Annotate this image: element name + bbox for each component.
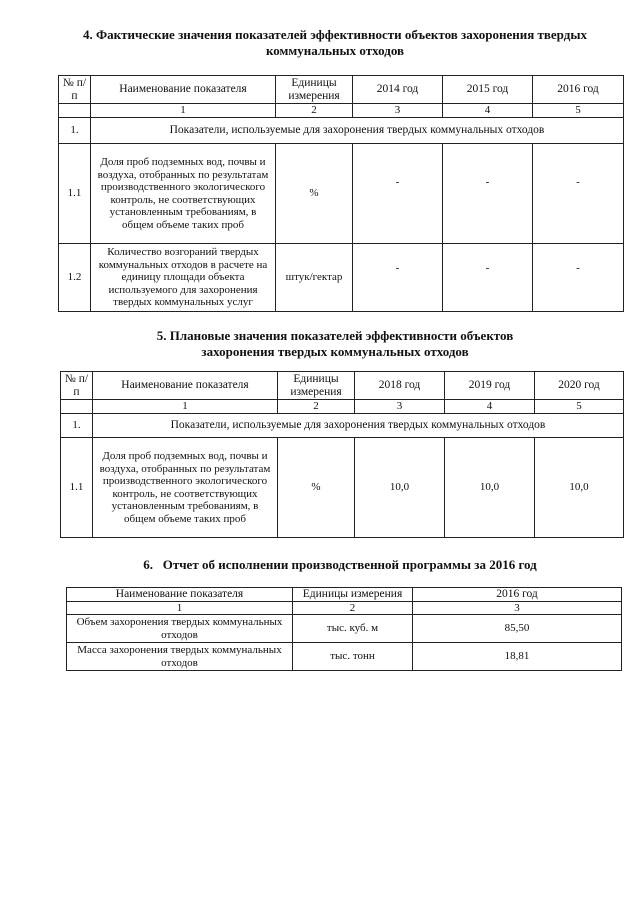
section5-title-line1: 5. Плановые значения показателей эффективности объектов bbox=[156, 328, 514, 343]
col-number: 5 bbox=[535, 400, 624, 414]
header-year: 2016 год bbox=[413, 588, 622, 602]
row-name: Доля проб подземных вод, почвы и воздуха, отобранных по результатам производственного экологического контроль, не соответствующих установленным требованиям, в общем объеме таких проб bbox=[91, 144, 276, 244]
section4-group-row bbox=[59, 118, 624, 144]
row-value: 10,0 bbox=[445, 438, 535, 538]
section6-title: 6. Отчет об исполнении производственной программы за 2016 год bbox=[143, 557, 537, 572]
section4-title-line1: 4. Фактические значения показателей эффективности объектов захоронения твердых bbox=[83, 27, 587, 42]
section4-header-row bbox=[59, 76, 624, 104]
header-year: 2018 год bbox=[355, 372, 445, 400]
table-row bbox=[59, 244, 624, 312]
header-unit: Единицы измерения bbox=[278, 372, 355, 400]
section6-header-row bbox=[67, 588, 622, 602]
row-value: 10,0 bbox=[535, 438, 624, 538]
row-value: - bbox=[443, 144, 533, 244]
row-unit: штук/гектар bbox=[276, 244, 353, 312]
header-year: 2019 год bbox=[445, 372, 535, 400]
row-value: - bbox=[533, 144, 624, 244]
header-unit: Единицы измерения bbox=[276, 76, 353, 104]
row-name: Объем захоронения твердых коммунальных отходов bbox=[67, 615, 293, 643]
row-value: 10,0 bbox=[355, 438, 445, 538]
section4-colnum-row bbox=[59, 104, 624, 118]
table-row bbox=[67, 615, 622, 643]
col-number: 1 bbox=[93, 400, 278, 414]
section5-header-row bbox=[61, 372, 624, 400]
section5-title bbox=[90, 328, 580, 360]
header-year: 2020 год bbox=[535, 372, 624, 400]
header-name: Наименование показателя bbox=[67, 588, 293, 602]
section5-colnum-row bbox=[61, 400, 624, 414]
section4-title bbox=[60, 27, 610, 59]
row-value: 85,50 bbox=[413, 615, 622, 643]
row-num: 1.1 bbox=[61, 438, 93, 538]
group-label: Показатели, используемые для захоронения твердых коммунальных отходов bbox=[91, 118, 624, 144]
col-number: 2 bbox=[293, 601, 413, 615]
header-year: 2016 год bbox=[533, 76, 624, 104]
row-unit: тыс. тонн bbox=[293, 643, 413, 671]
header-num: № п/п bbox=[61, 372, 93, 400]
row-value: - bbox=[533, 244, 624, 312]
section5-title-line2: захоронения твердых коммунальных отходов bbox=[201, 344, 469, 359]
section6-table bbox=[66, 587, 622, 671]
col-number: 3 bbox=[413, 601, 622, 615]
col-number: 4 bbox=[445, 400, 535, 414]
row-value: - bbox=[443, 244, 533, 312]
row-num: 1.1 bbox=[59, 144, 91, 244]
col-number: 1 bbox=[91, 104, 276, 118]
table-row bbox=[61, 438, 624, 538]
section5-table bbox=[60, 371, 624, 538]
col-number: 2 bbox=[278, 400, 355, 414]
row-unit: % bbox=[276, 144, 353, 244]
header-unit: Единицы измерения bbox=[293, 588, 413, 602]
section6-colnum-row bbox=[67, 601, 622, 615]
header-name: Наименование показателя bbox=[93, 372, 278, 400]
header-year: 2014 год bbox=[353, 76, 443, 104]
row-value: - bbox=[353, 144, 443, 244]
row-num: 1.2 bbox=[59, 244, 91, 312]
row-value: - bbox=[353, 244, 443, 312]
row-value: 18,81 bbox=[413, 643, 622, 671]
row-unit: тыс. куб. м bbox=[293, 615, 413, 643]
group-num: 1. bbox=[61, 414, 93, 438]
header-name: Наименование показателя bbox=[91, 76, 276, 104]
section4-title-line2: коммунальных отходов bbox=[265, 43, 405, 58]
section4-table bbox=[58, 75, 624, 312]
group-num: 1. bbox=[59, 118, 91, 144]
col-number: 3 bbox=[355, 400, 445, 414]
row-unit: % bbox=[278, 438, 355, 538]
row-name: Доля проб подземных вод, почвы и воздуха, отобранных по результатам производственного экологического контроль, не соответствующих установленным требованиям, в общем объеме таких проб bbox=[93, 438, 278, 538]
col-number: 1 bbox=[67, 601, 293, 615]
group-label: Показатели, используемые для захоронения твердых коммунальных отходов bbox=[93, 414, 624, 438]
section5-group-row bbox=[61, 414, 624, 438]
col-number: 4 bbox=[443, 104, 533, 118]
header-year: 2015 год bbox=[443, 76, 533, 104]
col-number: 2 bbox=[276, 104, 353, 118]
table-row bbox=[59, 144, 624, 244]
col-number: 3 bbox=[353, 104, 443, 118]
row-name: Количество возгораний твердых коммунальных отходов в расчете на единицу площади объекта используемого для захоронения твердых коммунальных услуг bbox=[91, 244, 276, 312]
row-name: Масса захоронения твердых коммунальных отходов bbox=[67, 643, 293, 671]
table-row bbox=[67, 643, 622, 671]
col-number: 5 bbox=[533, 104, 624, 118]
header-num: № п/п bbox=[59, 76, 91, 104]
